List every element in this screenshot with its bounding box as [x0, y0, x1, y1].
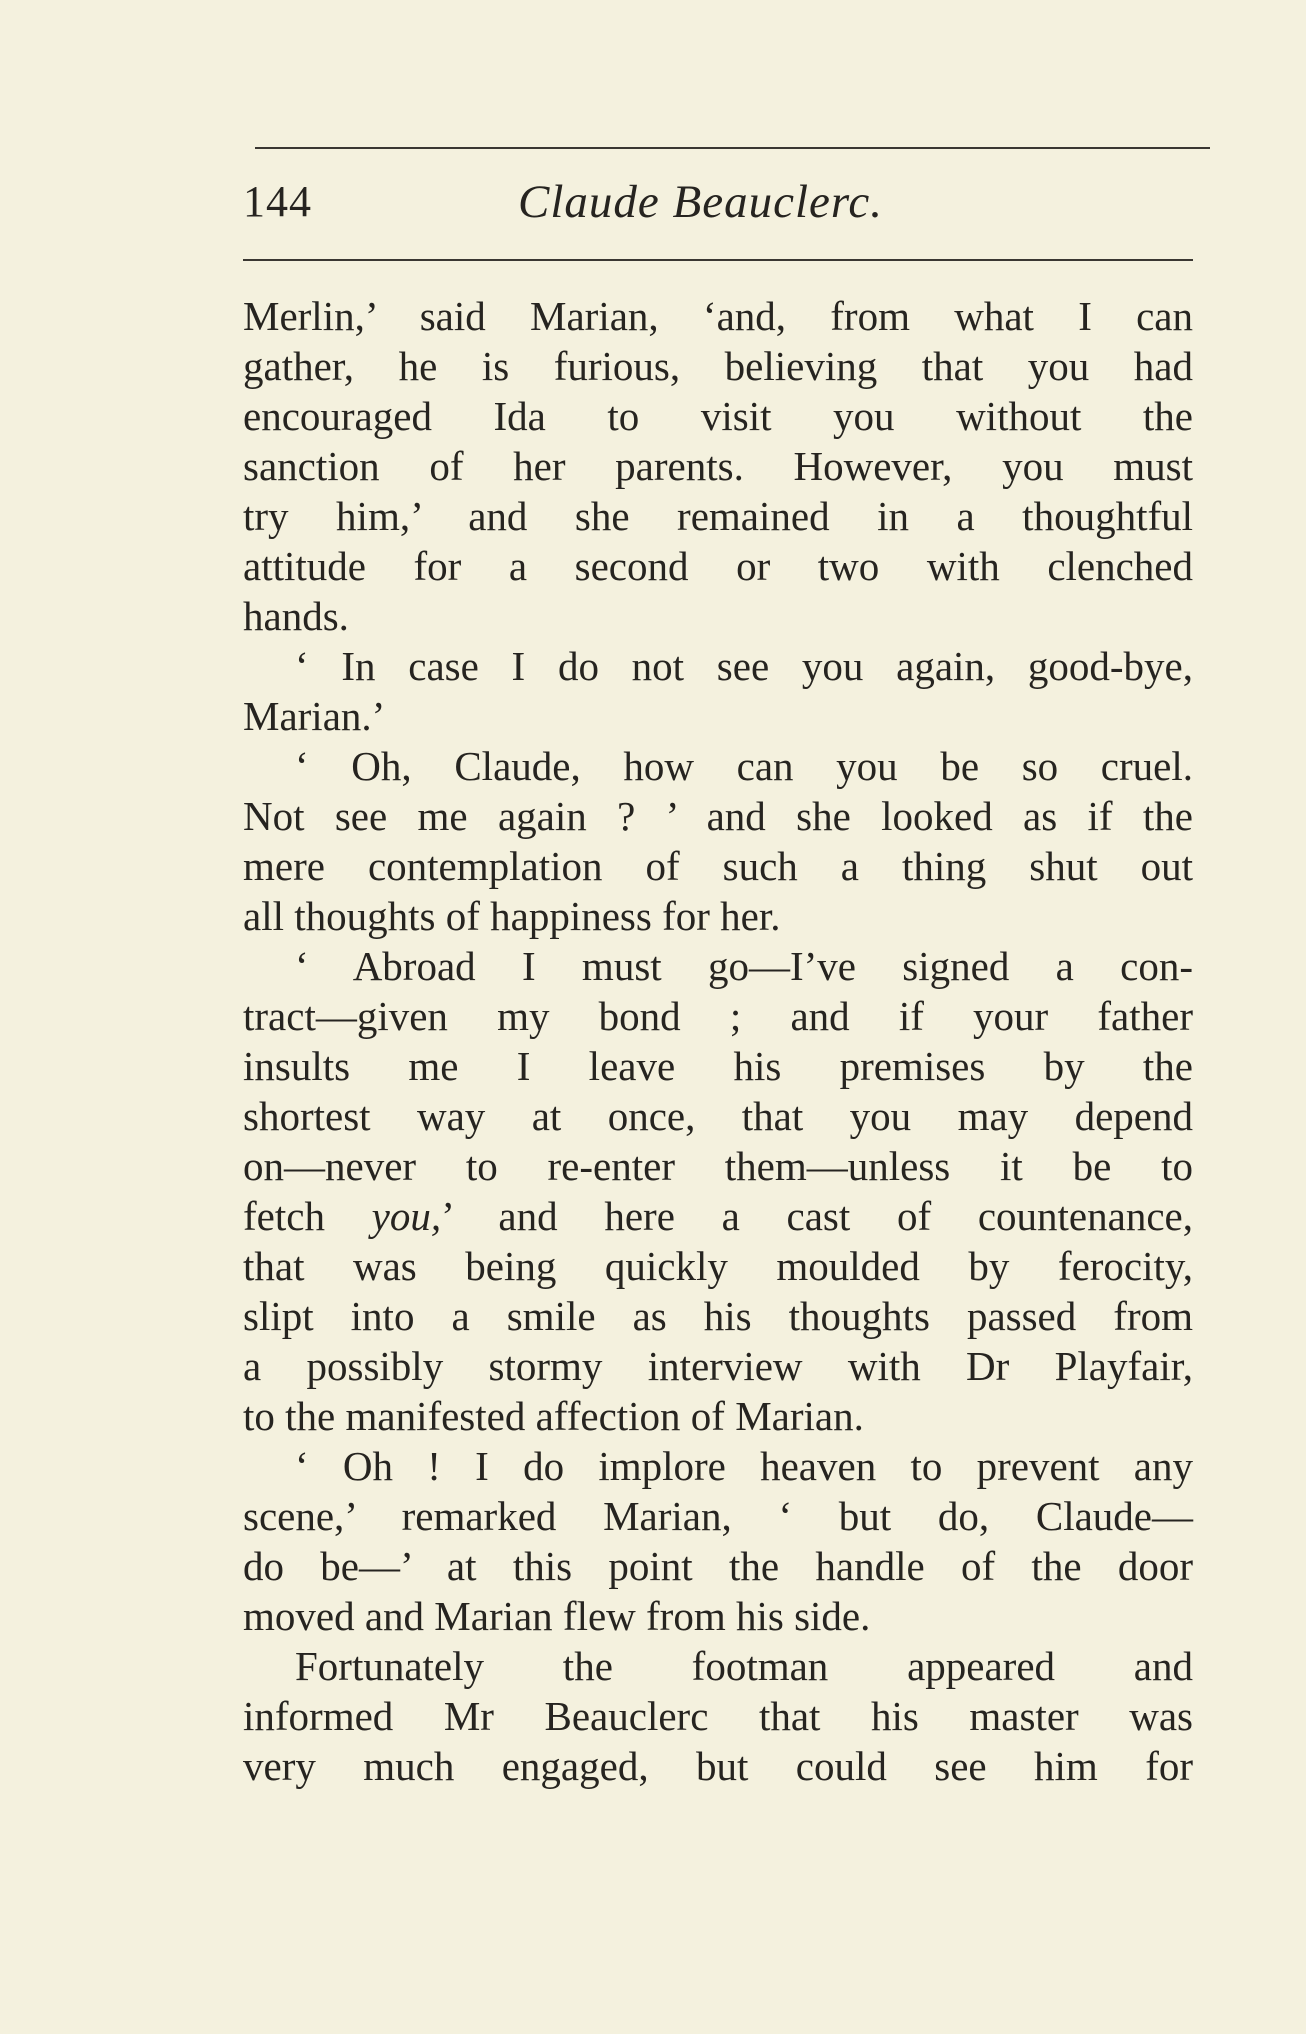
text-line: mere contemplation of such a thing shut out	[243, 843, 1193, 889]
text-line: all thoughts of happiness for her.	[243, 893, 781, 939]
text-line	[243, 1191, 1193, 1241]
text-line: slipt into a smile as his thoughts passed from	[243, 1293, 1193, 1339]
header-rule-bottom	[243, 259, 1193, 261]
text-line: Marian.’	[243, 693, 386, 739]
text-line: tract—given my bond ; and if your father	[243, 993, 1193, 1039]
text-line: Fortunately the footman appeared and	[295, 1643, 1193, 1689]
text-line: encouraged Ida to visit you without the	[243, 393, 1193, 439]
text-line: informed Mr Beauclerc that his master was	[243, 1693, 1193, 1739]
text-line: ‘ In case I do not see you again, good-bye,	[295, 643, 1193, 689]
text-line: on—never to re-enter them—unless it be to	[243, 1143, 1193, 1189]
text-line: gather, he is furious, believing that you had	[243, 343, 1193, 389]
text-line: very much engaged, but could see him for	[243, 1743, 1193, 1789]
text-line: to the manifested affection of Marian.	[243, 1393, 864, 1439]
header-rule-top	[255, 147, 1210, 149]
running-header	[243, 172, 1193, 232]
text-line: shortest way at once, that you may depend	[243, 1093, 1193, 1139]
text-line: hands.	[243, 593, 349, 639]
text-line: try him,’ and she remained in a thoughtful	[243, 493, 1193, 539]
text-line: ‘ Oh, Claude, how can you be so cruel.	[295, 743, 1193, 789]
text-segment: ’ and here a cast of countenance,	[441, 1193, 1193, 1239]
text-segment: fetch	[243, 1193, 372, 1239]
text-line: ‘ Abroad I must go—I’ve signed a con-	[295, 943, 1193, 989]
running-title: Claude Beauclerc.	[518, 176, 884, 228]
text-line: Not see me again ? ’ and she looked as if the	[243, 793, 1193, 839]
text-line: scene,’ remarked Marian, ‘ but do, Claude—	[243, 1493, 1193, 1539]
page-number: 144	[243, 177, 312, 226]
text-line: moved and Marian flew from his side.	[243, 1593, 871, 1639]
text-line: sanction of her parents. However, you must	[243, 443, 1193, 489]
text-line: ‘ Oh ! I do implore heaven to prevent any	[295, 1443, 1193, 1489]
text-line: insults me I leave his premises by the	[243, 1043, 1193, 1089]
italic-emphasis: you,	[371, 1193, 442, 1239]
text-line: that was being quickly moulded by ferocity,	[243, 1243, 1193, 1289]
text-line: a possibly stormy interview with Dr Playfair,	[243, 1343, 1193, 1389]
page-body	[243, 291, 1193, 1791]
text-line: attitude for a second or two with clenched	[243, 543, 1193, 589]
text-line: do be—’ at this point the handle of the door	[243, 1543, 1193, 1589]
text-line: Merlin,’ said Marian, ‘and, from what I can	[243, 293, 1193, 339]
